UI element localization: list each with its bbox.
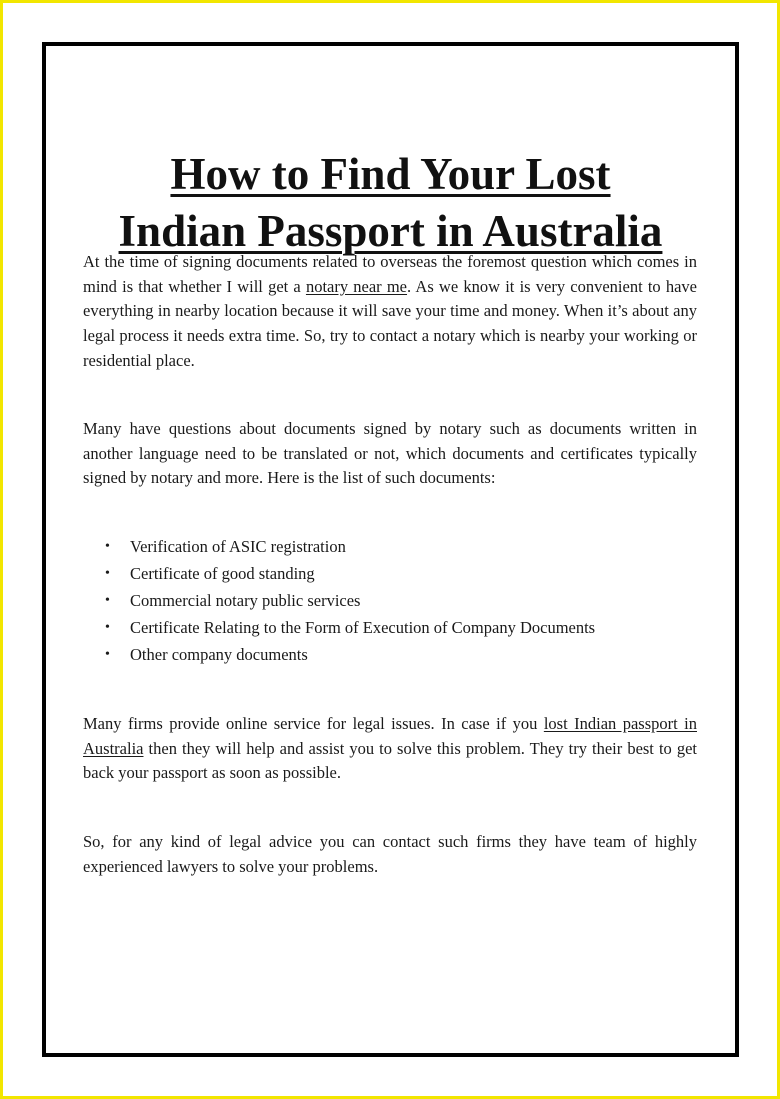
list-item [83, 641, 697, 668]
intro-text-end: . As we know it is very convenient to have everything in nearby location because it will save your time and money. When it’s about any legal process it needs extra time. So, try to contact a notary which is nearby your working or residential place. [83, 276, 697, 370]
title-line-1: How to Find Your Lost [170, 149, 611, 199]
online-service-text-end: then they will help and assist you to solve this problem. They try their best to get back your passport as soon as possible. [83, 738, 697, 783]
bullet-icon: • [105, 620, 110, 635]
title-line-2: Indian Passport in Australia [118, 206, 663, 256]
online-service-paragraph [83, 712, 697, 786]
document-title [46, 146, 735, 260]
list-item-text: Certificate Relating to the Form of Execution of Company Documents [130, 618, 596, 637]
intro-paragraph [83, 250, 697, 374]
notary-near-me-link[interactable]: notary near me [305, 276, 408, 296]
intro-text-start: At the time of signing documents related to overseas the foremost question which comes in mind is that whether I will get a [83, 252, 697, 296]
list-item [83, 614, 697, 641]
bullet-icon: • [105, 539, 110, 554]
online-service-text-start: Many firms provide online service for legal issues. In case if you [83, 714, 544, 733]
bullet-icon: • [105, 647, 110, 662]
list-item-text: Verification of ASIC registration [130, 537, 346, 556]
list-item-text: Certificate of good standing [130, 564, 315, 583]
bullet-icon: • [105, 593, 110, 608]
list-item-text: Commercial notary public services [130, 591, 361, 610]
lost-passport-link[interactable]: lost Indian passport in Australia [83, 714, 697, 758]
bullet-icon: • [105, 566, 110, 581]
documents-list [83, 533, 697, 668]
closing-paragraph: So, for any kind of legal advice you can contact such firms they have team of highly experienced lawyers to solve your problems. [83, 832, 697, 876]
list-item [83, 587, 697, 614]
list-item [83, 533, 697, 560]
list-item [83, 560, 697, 587]
list-item-text: Other company documents [130, 645, 308, 664]
documents-question-paragraph: Many have questions about documents signed by notary such as documents written in another language need to be translated or not, which documents and certificates typically signed by notary and more. Here is the list of such documents: [83, 419, 697, 488]
